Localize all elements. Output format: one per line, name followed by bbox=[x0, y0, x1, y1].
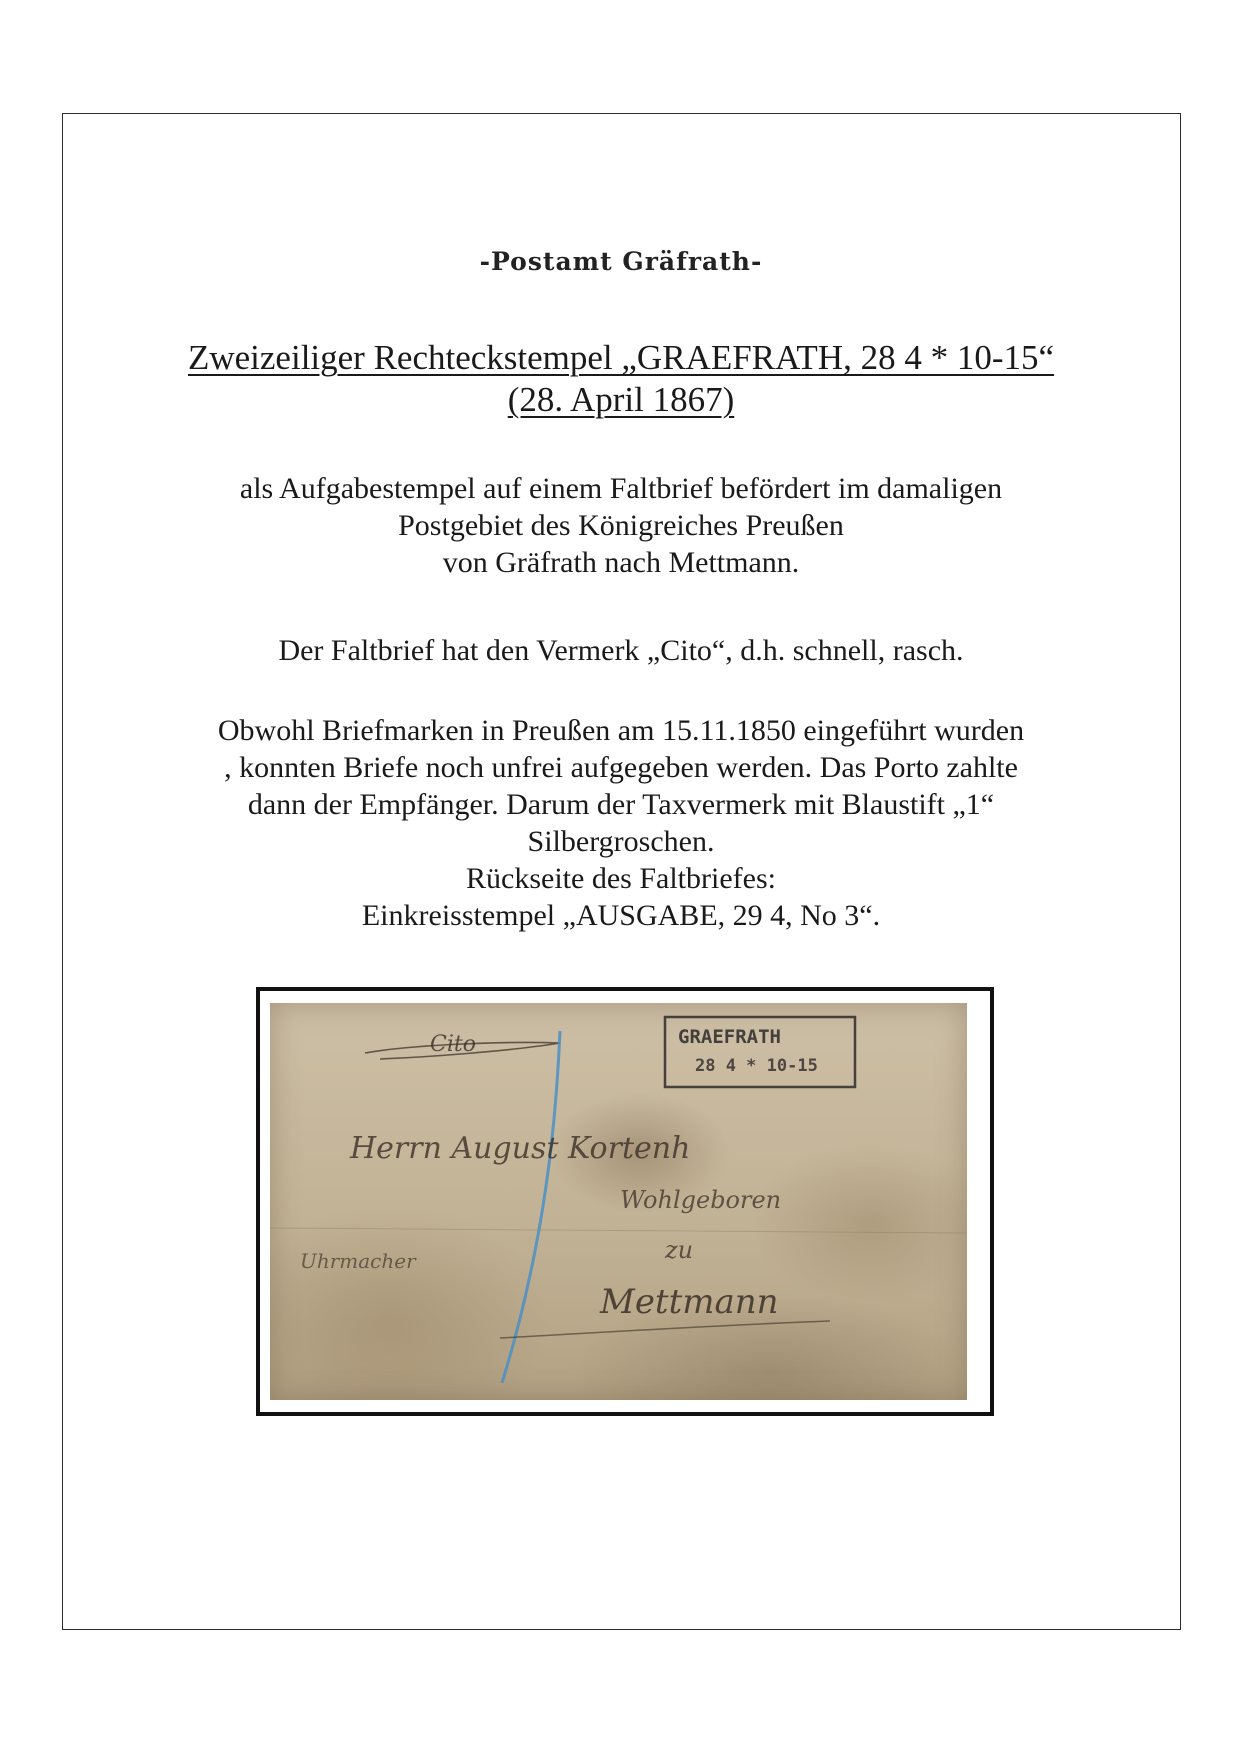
title-line-2: (28. April 1867) bbox=[507, 380, 735, 419]
description-paragraph-2 bbox=[0, 632, 1242, 669]
description-paragraph-3 bbox=[0, 712, 1242, 934]
paragraph-line: Rückseite des Faltbriefes: bbox=[466, 862, 776, 895]
description-paragraph-1 bbox=[0, 470, 1242, 581]
side-note: Uhrmacher bbox=[300, 1249, 416, 1273]
paragraph-line: Einkreisstempel „AUSGABE, 29 4, No 3“. bbox=[361, 899, 881, 932]
paragraph-line: Obwohl Briefmarken in Preußen am 15.11.1850 eingeführt wurden bbox=[217, 714, 1025, 747]
cito-annotation: Cito bbox=[430, 1032, 476, 1057]
title-line-1: Zweizeiliger Rechteckstempel „GRAEFRATH, 28 4 * 10-15“ bbox=[187, 338, 1055, 377]
folded-letter-image bbox=[270, 1003, 967, 1400]
paragraph-line: dann der Empfänger. Darum der Taxvermerk mit Blaustift „1“ bbox=[247, 788, 995, 821]
paragraph-line: als Aufgabestempel auf einem Faltbrief befördert im damaligen bbox=[239, 472, 1003, 505]
blue-pencil-mark bbox=[502, 1031, 560, 1383]
address-line-2: Wohlgeboren bbox=[620, 1186, 782, 1214]
letter-markings bbox=[270, 1003, 967, 1400]
rectangular-postmark bbox=[665, 1017, 855, 1087]
address-line-4: Mettmann bbox=[600, 1282, 779, 1322]
post-office-heading: -Postamt Gräfrath- bbox=[479, 247, 763, 276]
postmark-town: GRAEFRATH bbox=[678, 1026, 781, 1048]
paragraph-line: von Gräfrath nach Mettmann. bbox=[442, 546, 800, 579]
paragraph-line: Silbergroschen. bbox=[527, 825, 715, 858]
paragraph-line: Postgebiet des Königreiches Preußen bbox=[398, 509, 844, 542]
postmark-date: 28 4 * 10-15 bbox=[695, 1056, 818, 1076]
address-line-1: Herrn August Kortenh bbox=[350, 1131, 691, 1166]
paragraph-line: , konnten Briefe noch unfrei aufgegeben werden. Das Porto zahlte bbox=[224, 751, 1018, 784]
address-line-3: zu bbox=[665, 1236, 694, 1264]
paragraph-line: Der Faltbrief hat den Vermerk „Cito“, d.h. schnell, rasch. bbox=[278, 634, 964, 667]
